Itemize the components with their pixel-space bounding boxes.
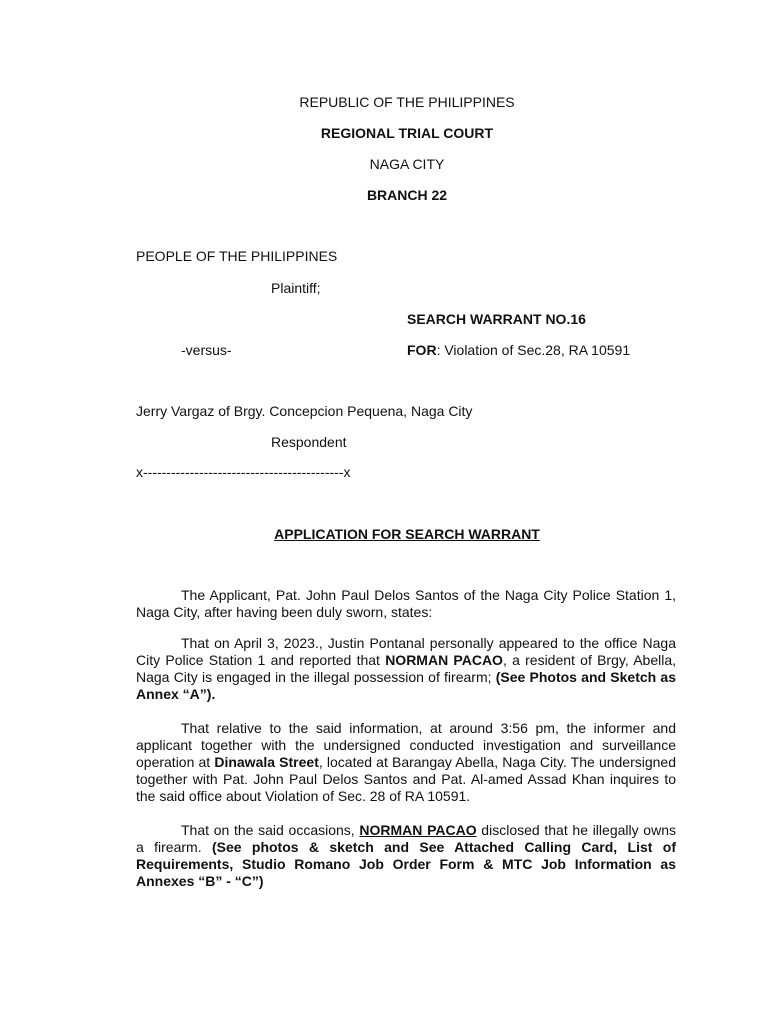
caption-separator: x-------------------------------------------x <box>136 464 351 480</box>
paragraph-4-text-b: disclosed that he illegally owns a firearm. <box>136 822 676 855</box>
paragraph-4-text-a: That on the said occasions, <box>181 822 360 838</box>
for-line <box>407 342 630 359</box>
plaintiff-name: PEOPLE OF THE PHILIPPINES <box>136 248 338 264</box>
for-label: FOR <box>407 342 437 358</box>
respondent-name: Jerry Vargaz of Brgy. Concepcion Pequena, Naga City <box>136 403 473 419</box>
document-title: APPLICATION FOR SEARCH WARRANT <box>274 526 540 542</box>
header-republic: REPUBLIC OF THE PHILIPPINES <box>299 94 515 110</box>
paragraph-4 <box>136 822 676 890</box>
header-branch: BRANCH 22 <box>366 187 448 203</box>
paragraph-1 <box>136 587 676 621</box>
paragraph-2-text-a: That on April 3, 2023., Justin Pontanal personally appeared to the office Naga City Police Station 1 and reported that <box>136 635 676 668</box>
header-city: NAGA CITY <box>369 156 445 172</box>
paragraph-3 <box>136 720 676 805</box>
paragraph-4-name: NORMAN PACAO <box>359 822 477 838</box>
versus-label: -versus- <box>181 342 232 358</box>
paragraph-3-street: Dinawala Street <box>214 754 319 770</box>
plaintiff-label: Plaintiff; <box>271 280 321 296</box>
for-text: : Violation of Sec.28, RA 10591 <box>436 342 631 358</box>
paragraph-4-annexes: (See photos & sketch and See Attached Calling Card, List of Requirements, Studio Romano Job Order Form & MTC Job Information as Annexes “B” - “C”) <box>136 839 677 889</box>
paragraph-2-annex: (See Photos and Sketch as Annex “A”). <box>136 669 676 702</box>
warrant-number: SEARCH WARRANT NO.16 <box>407 311 586 327</box>
paragraph-2-name: NORMAN PACAO <box>385 652 503 668</box>
paragraph-3-text-b: , located at Barangay Abella, Naga City. The undersigned together with Pat. John Paul Delos Santos and Pat. Al-amed Assad Khan inquires to the said office about Violation of Sec. 28 of RA 10591. <box>136 754 677 804</box>
header-court: REGIONAL TRIAL COURT <box>320 125 494 141</box>
paragraph-3-text-a: That relative to the said information, at around 3:56 pm, the informer and applicant together with the undersigned conducted investigation and surveillance operation at <box>136 720 676 770</box>
paragraph-1-text: The Applicant, Pat. John Paul Delos Santos of the Naga City Police Station 1, Naga City, after having been duly sworn, states: <box>136 587 676 620</box>
paragraph-2-text-b: , a resident of Brgy, Abella, Naga City is engaged in the illegal possession of firearm; <box>136 652 677 685</box>
respondent-label: Respondent <box>271 434 347 450</box>
paragraph-2 <box>136 635 676 703</box>
